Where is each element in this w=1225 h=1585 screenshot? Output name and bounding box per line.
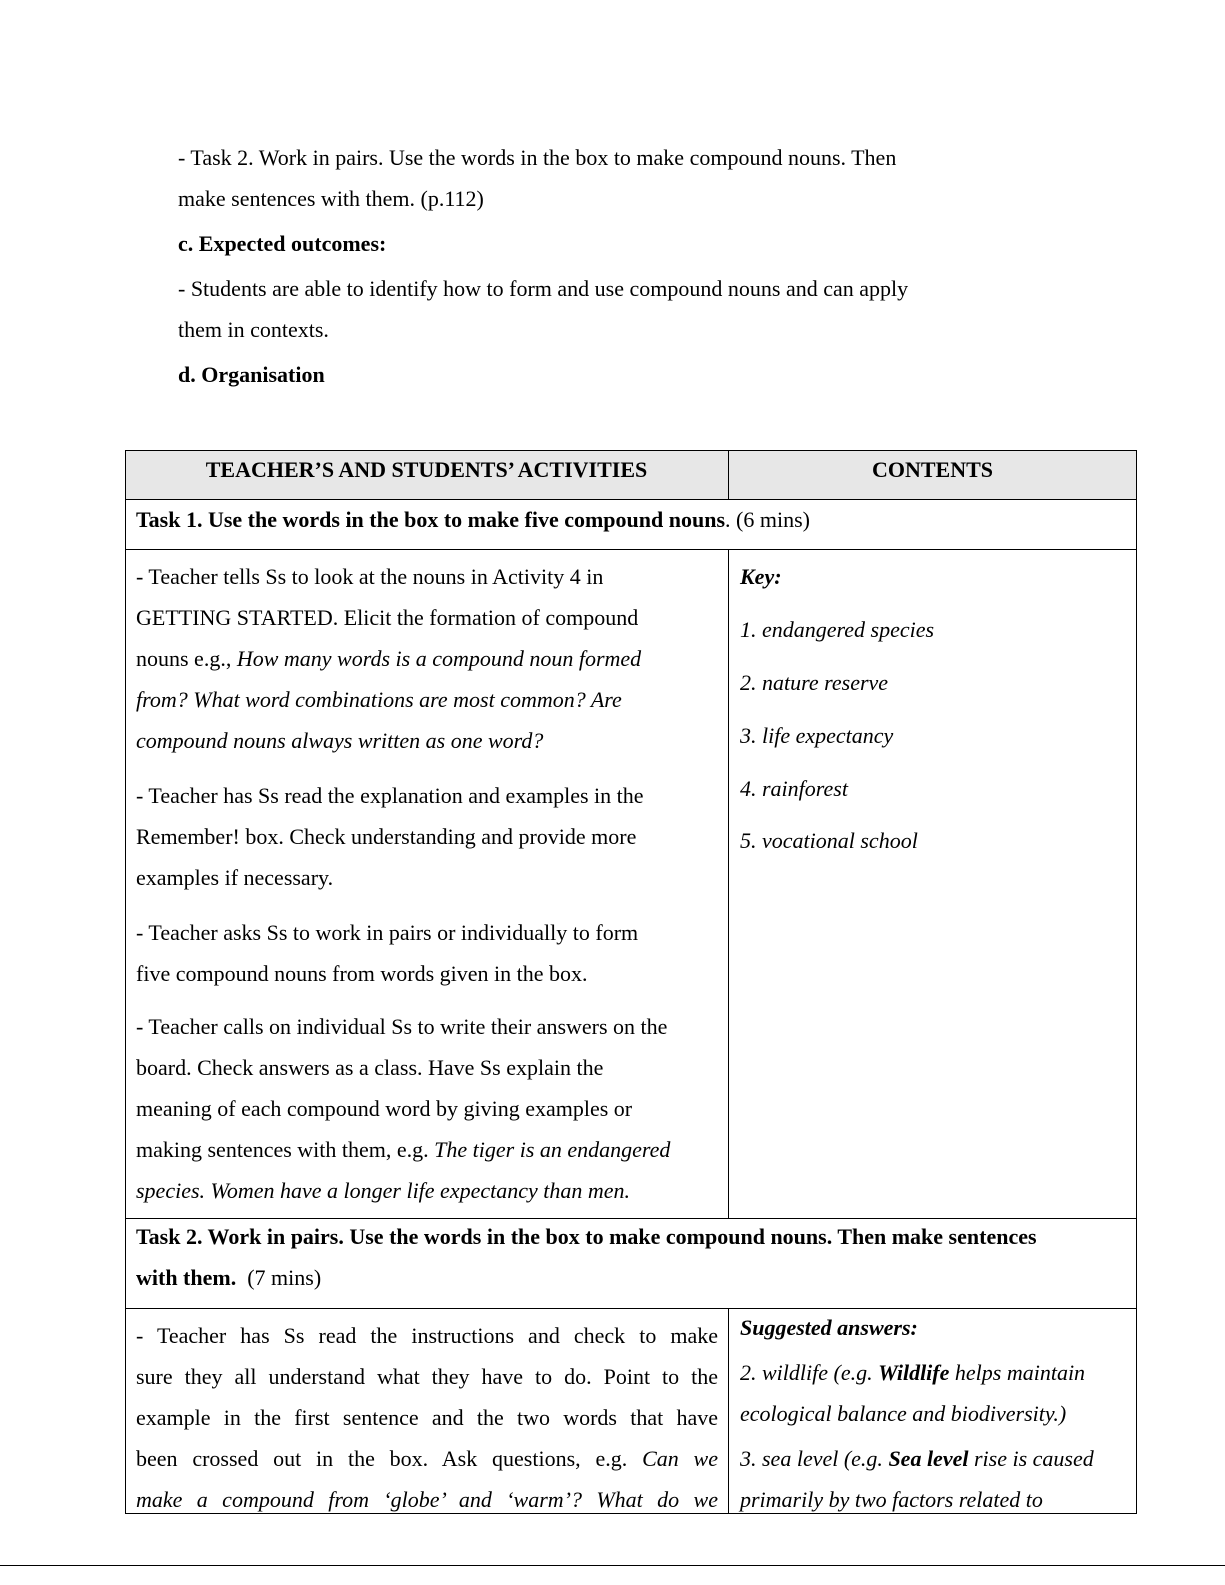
task2-title: with them. (7 mins): [136, 1265, 322, 1290]
outcomes-text: them in contexts.: [178, 317, 329, 342]
suggested-answer: ecological balance and biodiversity.): [740, 1401, 1067, 1426]
activity-text: making sentences with them, e.g. The tiger is an endangered: [136, 1137, 671, 1162]
key-item: 4. rainforest: [740, 776, 848, 801]
key-item: 2. nature reserve: [740, 670, 889, 695]
suggested-answer: 3. sea level (e.g. Sea level rise is caused: [740, 1446, 1094, 1471]
activity-text: - Teacher has Ss read the instructions and check to make: [136, 1323, 718, 1348]
activity-text: examples if necessary.: [136, 865, 334, 890]
activity-text: Remember! box. Check understanding and provide more: [136, 824, 637, 849]
header-contents: CONTENTS: [871, 457, 994, 482]
key-label: Key:: [740, 564, 782, 589]
activity-text: been crossed out in the box. Ask questions, e.g. Can we: [136, 1446, 718, 1471]
suggested-answer: 2. wildlife (e.g. Wildlife helps maintain: [740, 1360, 1086, 1385]
activity-text: - Teacher tells Ss to look at the nouns in Activity 4 in: [136, 564, 604, 589]
activity-text: species. Women have a longer life expectancy than men.: [136, 1178, 631, 1203]
activity-text: - Teacher asks Ss to work in pairs or individually to form: [136, 920, 639, 945]
key-item: 1. endangered species: [740, 617, 935, 642]
organisation-heading: d. Organisation: [178, 362, 325, 387]
activity-text: - Teacher calls on individual Ss to write their answers on the: [136, 1014, 668, 1039]
outcomes-text: - Students are able to identify how to form and use compound nouns and can apply: [178, 276, 909, 301]
activity-text: example in the first sentence and the two words that have: [136, 1405, 718, 1430]
suggested-label: Suggested answers:: [740, 1315, 918, 1340]
activity-text: five compound nouns from words given in the box.: [136, 961, 588, 986]
activity-text: sure they all understand what they have to do. Point to the: [136, 1364, 718, 1389]
activity-text: from? What word combinations are most common? Are: [136, 687, 622, 712]
activity-text: nouns e.g., How many words is a compound noun formed: [136, 646, 642, 671]
task1-title: Task 1. Use the words in the box to make five compound nouns. (6 mins): [136, 507, 810, 532]
page-bottom-rule: [0, 1565, 1225, 1566]
activity-text: meaning of each compound word by giving examples or: [136, 1096, 633, 1121]
key-item: 5. vocational school: [740, 828, 918, 853]
activity-text: make a compound from ‘globe’ and ‘warm’? What do we: [136, 1487, 718, 1512]
task2-title: Task 2. Work in pairs. Use the words in the box to make compound nouns. Then make sentences: [136, 1224, 1037, 1249]
outcomes-heading: c. Expected outcomes:: [178, 231, 387, 256]
key-item: 3. life expectancy: [740, 723, 894, 748]
header-activities: TEACHER’S AND STUDENTS’ ACTIVITIES: [205, 457, 648, 482]
intro-task2-line: - Task 2. Work in pairs. Use the words in the box to make compound nouns. Then: [178, 145, 897, 170]
activity-text: compound nouns always written as one word?: [136, 728, 544, 753]
suggested-answer: primarily by two factors related to: [740, 1487, 1043, 1512]
activity-text: board. Check answers as a class. Have Ss explain the: [136, 1055, 604, 1080]
activity-text: GETTING STARTED. Elicit the formation of compound: [136, 605, 639, 630]
activity-text: - Teacher has Ss read the explanation and examples in the: [136, 783, 644, 808]
intro-task2-line: make sentences with them. (p.112): [178, 186, 484, 211]
